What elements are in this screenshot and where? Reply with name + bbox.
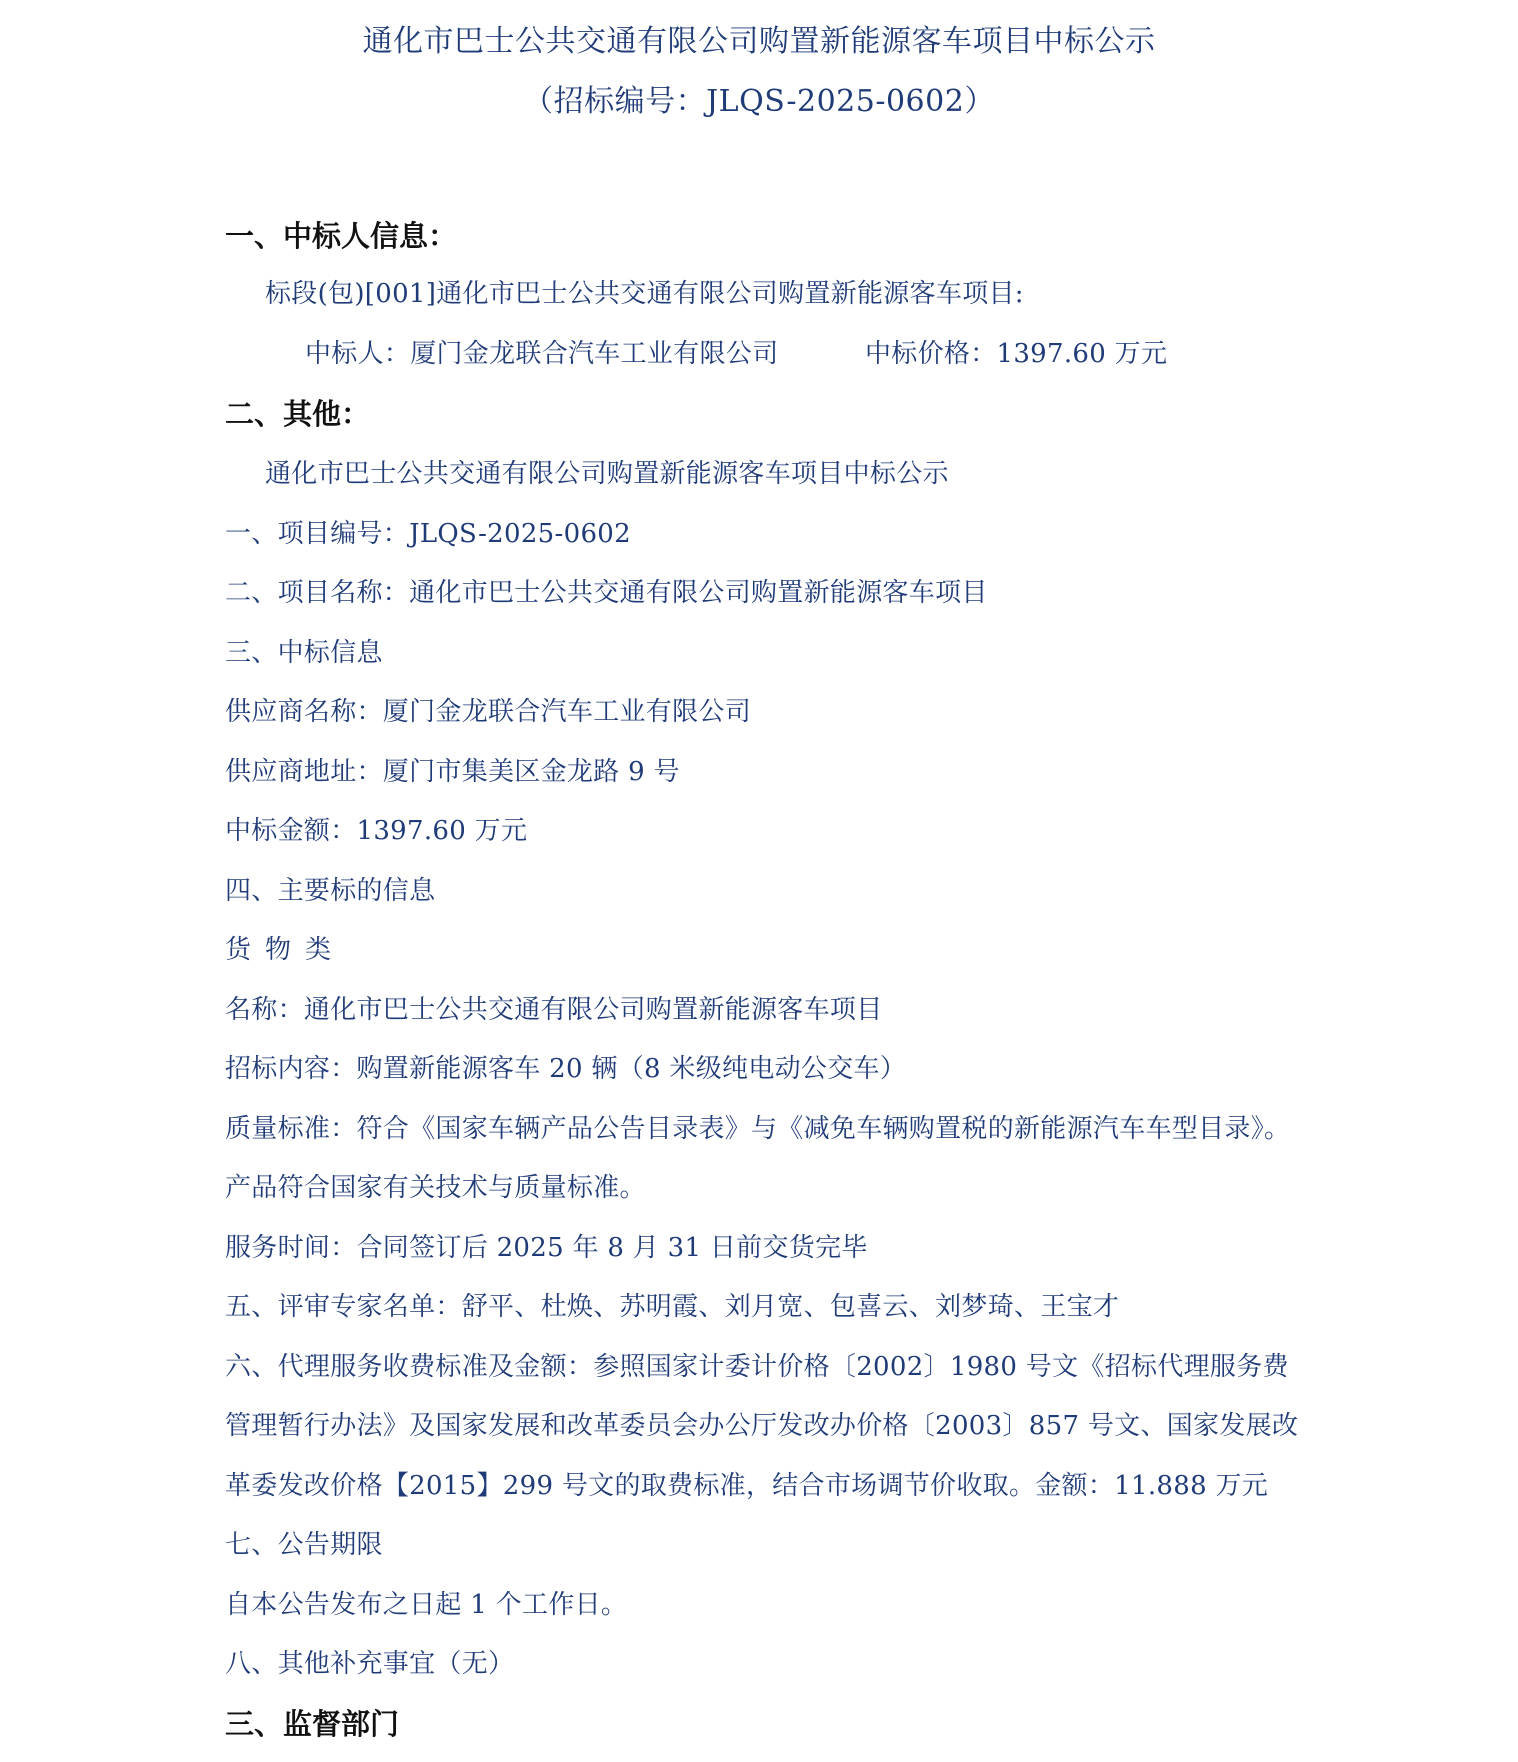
tender-number: （招标编号：JLQS-2025-0602）	[523, 84, 995, 119]
other-line: 二、项目名称：通化市巴士公共交通有限公司购置新能源客车项目	[225, 578, 988, 608]
other-line: 八、其他补充事宜（无）	[225, 1649, 515, 1679]
document-title: 通化市巴士公共交通有限公司购置新能源客车项目中标公示	[362, 24, 1156, 59]
other-line: 中标金额：1397.60 万元	[225, 816, 528, 846]
other-line: 四、主要标的信息	[225, 876, 436, 906]
section-heading-winner: 一、中标人信息：	[225, 219, 458, 253]
other-line: 七、公告期限	[225, 1530, 383, 1560]
section-heading-other: 二、其他：	[225, 397, 371, 431]
winner-line: 中标人：厦门金龙联合汽车工业有限公司	[305, 339, 779, 369]
other-line: 管理暂行办法》及国家发展和改革委员会办公厅发改办价格〔2003〕857 号文、国家发展改	[225, 1411, 1299, 1441]
other-line: 革委发改价格【2015】299 号文的取费标准，结合市场调节价收取。金额：11.888 万元	[225, 1471, 1269, 1501]
other-line: 通化市巴士公共交通有限公司购置新能源客车项目中标公示	[265, 459, 949, 489]
other-line: 六、代理服务收费标准及金额：参照国家计委计价格〔2002〕1980 号文《招标代理服务费	[225, 1352, 1289, 1382]
other-line: 服务时间：合同签订后 2025 年 8 月 31 日前交货完毕	[225, 1233, 868, 1263]
other-line: 招标内容：购置新能源客车 20 辆（8 米级纯电动公交车）	[225, 1054, 907, 1084]
other-line: 五、评审专家名单：舒平、杜焕、苏明霞、刘月宽、包喜云、刘梦琦、王宝才	[225, 1292, 1120, 1322]
other-line: 自本公告发布之日起 1 个工作日。	[225, 1590, 628, 1620]
other-line: 货物类	[225, 935, 346, 965]
other-line: 产品符合国家有关技术与质量标准。	[225, 1173, 646, 1203]
lot-line: 标段(包)[001]通化市巴士公共交通有限公司购置新能源客车项目:	[265, 279, 1024, 309]
other-line: 供应商名称：厦门金龙联合汽车工业有限公司	[225, 697, 752, 727]
section-heading-supervision: 三、监督部门	[225, 1707, 400, 1741]
other-line: 名称：通化市巴士公共交通有限公司购置新能源客车项目	[225, 995, 883, 1025]
other-line: 一、项目编号：JLQS-2025-0602	[225, 519, 631, 549]
winning-price-line: 中标价格：1397.60 万元	[865, 339, 1168, 369]
other-line: 质量标准：符合《国家车辆产品公告目录表》与《减免车辆购置税的新能源汽车车型目录》。	[225, 1114, 1291, 1144]
other-line: 三、中标信息	[225, 638, 383, 668]
other-line: 供应商地址：厦门市集美区金龙路 9 号	[225, 757, 680, 787]
